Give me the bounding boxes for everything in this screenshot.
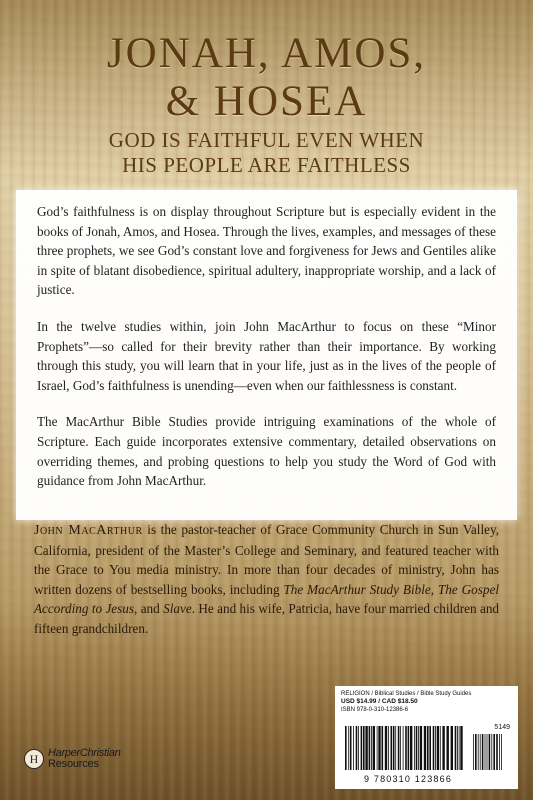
barcode-price: USD $14.99 / CAD $18.50 xyxy=(341,698,418,705)
barcode-category: RELIGION / Biblical Studies / Bible Study Guides xyxy=(341,691,472,697)
book-subtitle xyxy=(0,128,533,178)
description-paragraph-1: God’s faithfulness is on display throughout Scripture but is especially evident in the books of Jonah, Amos, and Hosea. Through the lives, examples, and messages of these three prophets, we see God’s constant love and forgiveness for Jews and Gentiles alike in spite of blatant disobedience, spiritual adultery, inappropriate worship, and a lack of justice. xyxy=(37,204,496,298)
barcode-bars xyxy=(345,726,505,774)
author-bio xyxy=(34,520,499,639)
publisher-logo xyxy=(24,746,121,772)
book-title-1: The MacArthur Study Bible xyxy=(283,581,431,597)
publisher-name-line-1: HarperChristian xyxy=(48,747,121,759)
author-name: John MacArthur xyxy=(34,523,143,538)
publisher-emblem-icon: H xyxy=(24,749,44,769)
publisher-name xyxy=(48,748,121,770)
description-panel xyxy=(16,190,517,520)
description-paragraph-2: In the twelve studies within, join John MacArthur to focus on these “Minor Prophets”—so called for their brevity rather than their importance. By working through this study, you will learn that in your life, just as in the lives of the people of Israel, God’s faithfulness is unending—even when our faithlessness is constant. xyxy=(37,318,496,393)
barcode-isbn: ISBN 978-0-310-12386-6 xyxy=(341,707,409,713)
subtitle-line-1: GOD IS FAITHFUL EVEN WHEN xyxy=(108,128,425,152)
bio-text-1: is the pastor-teacher of Grace Community Church in Sun Valley, California, president of the Master’s College and Seminary, and featured teacher with the Grace to You media ministry. In more than four decades of ministry, John has written dozens of bestselling books, including xyxy=(34,522,499,597)
book-title-2: The Gospel According to Jesus xyxy=(34,581,500,617)
title-line-2: & HOSEA xyxy=(165,78,368,125)
barcode-addon: 5149 xyxy=(494,724,510,731)
publisher-name-line-2: Resources xyxy=(48,758,99,770)
barcode-box xyxy=(335,686,518,789)
bio-separator-2: , and xyxy=(134,601,164,617)
subtitle-line-2: HIS PEOPLE ARE FAITHLESS xyxy=(122,153,411,177)
book-title xyxy=(0,30,533,126)
book-title-3: Slave xyxy=(163,601,192,617)
bio-separator-1: , xyxy=(430,581,438,597)
bio-text-2: . He and his wife, Patricia, have four married children and fifteen grandchildren. xyxy=(34,601,500,636)
barcode-number: 9 780310 123866 xyxy=(363,774,453,784)
title-line-1: JONAH, AMOS, xyxy=(106,30,427,77)
description-paragraph-3: The MacArthur Bible Studies provide intriguing examinations of the whole of Scripture. Each guide incorporates extensive commentary, detailed observations on overriding themes, and probing questions to help you study the Word of God with guidance from John MacArthur. xyxy=(37,414,496,489)
